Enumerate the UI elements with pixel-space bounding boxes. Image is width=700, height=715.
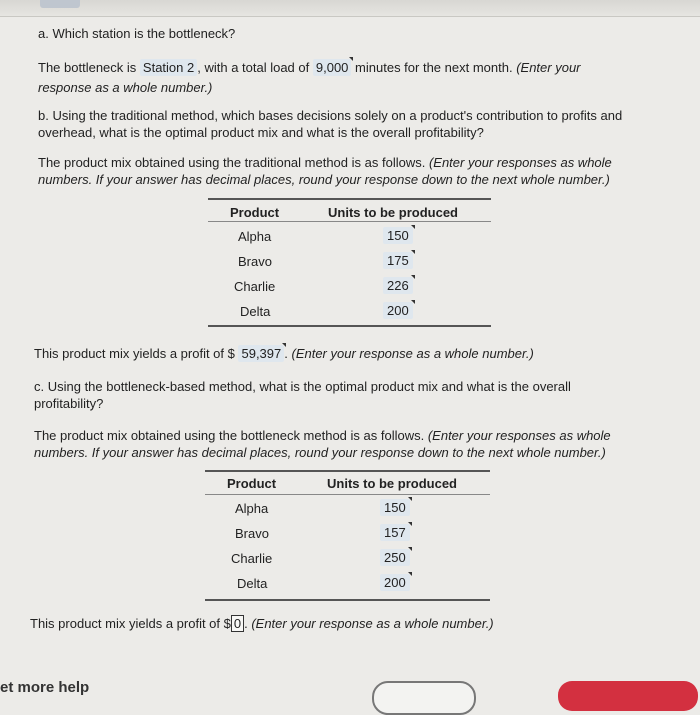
traditional-intro-line1: The product mix obtained using the traditional method is as follows. (Enter your responses as whole: [38, 155, 612, 170]
question-a: a. Which station is the bottleneck?: [38, 26, 236, 41]
units-answer[interactable]: 200: [380, 574, 410, 591]
units-answer[interactable]: 150: [383, 227, 413, 244]
header-rule: [205, 494, 490, 495]
bottleneck-profit-line: This product mix yields a profit of $ 0 . (Enter your response as a whole number.): [30, 616, 494, 631]
table-row-product: Alpha: [238, 229, 272, 244]
table-row-product: Charlie: [234, 279, 276, 294]
app-icon: [40, 0, 80, 8]
units-answer[interactable]: 157: [380, 524, 410, 541]
units-answer[interactable]: 150: [380, 499, 410, 516]
bottleneck-profit-input[interactable]: 0: [231, 615, 244, 632]
col-units-header: Units to be produced: [327, 476, 457, 491]
table-row-product: Bravo: [235, 526, 269, 541]
table-row-product: Bravo: [238, 254, 272, 269]
table-row-product: Alpha: [235, 501, 269, 516]
question-c-line1: c. Using the bottleneck-based method, what is the optimal product mix and what is the overall: [34, 379, 571, 394]
units-answer[interactable]: 226: [383, 277, 413, 294]
units-answer[interactable]: 200: [383, 302, 413, 319]
table-bottom-rule: [208, 325, 491, 327]
bottleneck-product-table: [205, 470, 490, 602]
hint-whole-number-a: response as a whole number.): [38, 80, 213, 95]
table-bottom-rule: [205, 599, 490, 601]
table-row-product: Charlie: [231, 551, 273, 566]
col-units-header: Units to be produced: [328, 205, 458, 220]
total-load-answer[interactable]: 9,000: [313, 59, 352, 76]
table-top-rule: [205, 470, 490, 472]
traditional-profit-line: This product mix yields a profit of $ 59,397 . (Enter your response as a whole number.): [34, 346, 534, 361]
units-answer[interactable]: 175: [383, 252, 413, 269]
col-product-header: Product: [230, 205, 280, 220]
table-row-product: Delta: [240, 304, 271, 319]
traditional-intro-line2: numbers. If your answer has decimal places, round your response down to the next whole number.): [38, 172, 610, 187]
clear-all-button[interactable]: [372, 681, 476, 715]
question-b-line1: b. Using the traditional method, which bases decisions solely on a product's contribution to profits and: [38, 108, 623, 123]
get-more-help-link[interactable]: et more help: [0, 679, 90, 696]
col-product-header: Product: [227, 476, 277, 491]
check-answer-button[interactable]: [558, 681, 698, 711]
table-top-rule: [208, 198, 491, 200]
header-rule: [208, 221, 491, 222]
bottleneck-station-answer[interactable]: Station 2: [140, 59, 197, 76]
bottleneck-intro-line1: The product mix obtained using the bottleneck method is as follows. (Enter your responses as whole: [34, 428, 611, 443]
question-b-line2: overhead, what is the optimal product mix and what is the overall profitability?: [38, 125, 484, 140]
top-bar: [0, 0, 700, 17]
bottleneck-answer-line: The bottleneck is Station 2 , with a total load of 9,000 minutes for the next month. (Enter your: [38, 60, 581, 75]
table-row-product: Delta: [237, 576, 268, 591]
bottleneck-intro-line2: numbers. If your answer has decimal places, round your response down to the next whole number.): [34, 445, 606, 460]
traditional-product-table: [208, 198, 491, 328]
traditional-profit-answer[interactable]: 59,397: [238, 345, 284, 362]
question-c-line2: profitability?: [34, 396, 104, 411]
units-answer[interactable]: 250: [380, 549, 410, 566]
